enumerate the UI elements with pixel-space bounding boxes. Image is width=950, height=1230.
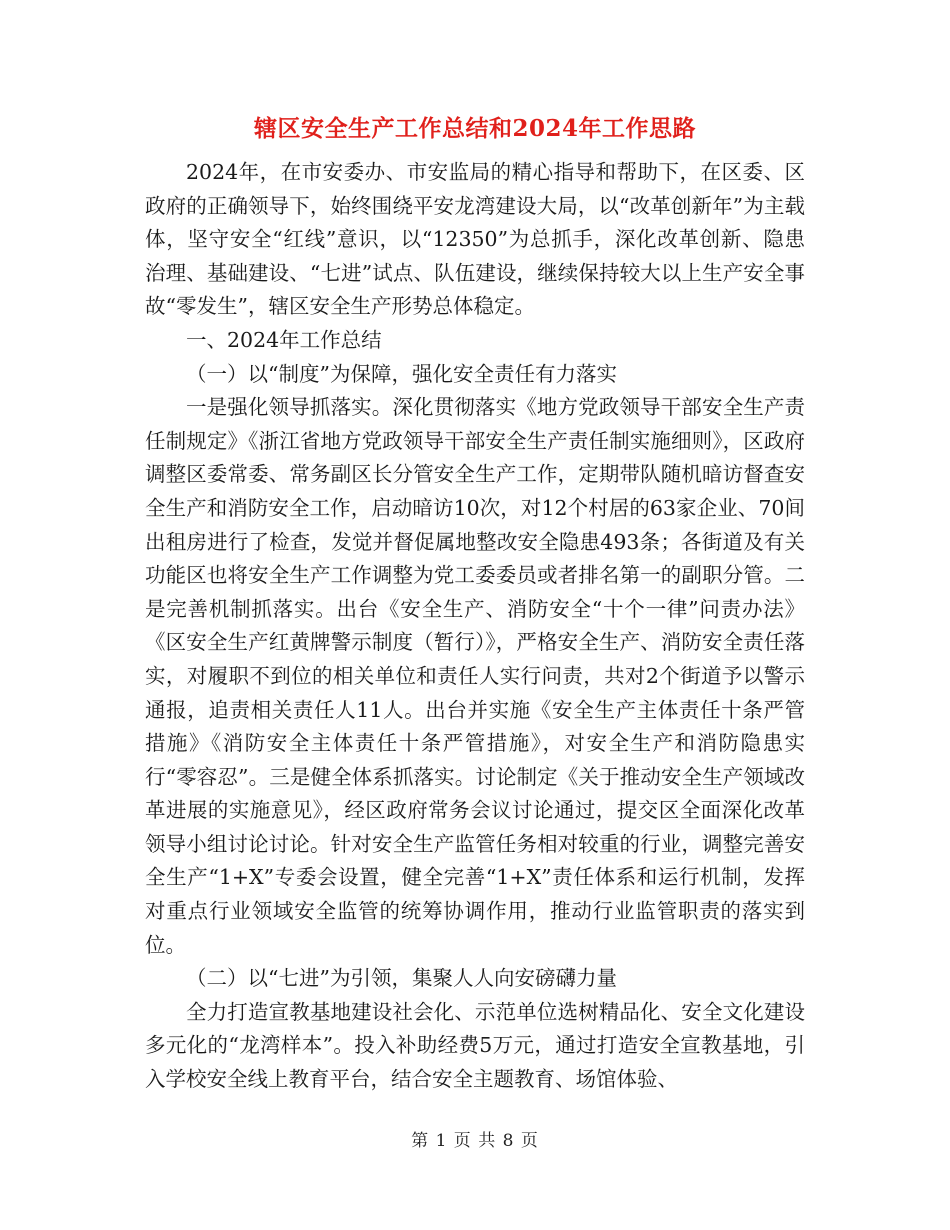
subsection-heading-2: （二）以“七进”为引领，集聚人人向安磅礴力量 xyxy=(186,966,617,991)
document-body xyxy=(145,156,805,1097)
body-paragraph-1: 一是强化领导抓落实。深化贯彻落实《地方党政领导干部安全生产责任制规定》《浙江省地方党政领导干部安全生产责任制实施细则》，区政府调整区委常委、常务副区长分管安全生产工作，定期带队随机暗访督查安全生产和消防安全工作，启动暗访10次，对12个村居的63家企业、70间出租房进行了检查，发觉并督促属地整改安全隐患493条；各街道及有关功能区也将安全生产工作调整为党工委委员或者排名第一的副职分管。二是完善机制抓落实。出台《安全生产、消防安全“十个一律”问责办法》《区安全生产红黄牌警示制度（暂行）》，严格安全生产、消防安全责任落实，对履职不到位的相关单位和责任人实行问责，共对2个街道予以警示通报，追责相关责任人11人。出台并实施《安全生产主体责任十条严管措施》《消防安全主体责任十条严管措施》，对安全生产和消防隐患实行“零容忍”。三是健全体系抓落实。讨论制定《关于推动安全生产领域改革进展的实施意见》，经区政府常务会议讨论通过，提交区全面深化改革领导小组讨论讨论。针对安全生产监管任务相对较重的行业，调整完善安全生产“1+X”专委会设置，健全完善“1+X”责任体系和运行机制，发挥对重点行业领域安全监管的统筹协调作用，推动行业监管职责的落实到位。 xyxy=(145,395,805,957)
document-title: 辖区安全生产工作总结和2024年工作思路 xyxy=(253,115,696,142)
body-paragraph-2: 全力打造宣教基地建设社会化、示范单位选树精品化、安全文化建设多元化的“龙湾样本”。投入补助经费5万元，通过打造安全宣教基地，引入学校安全线上教育平台，结合安全主题教育、场馆体验、 xyxy=(145,999,805,1092)
section-heading-1: 一、2024年工作总结 xyxy=(186,327,382,352)
page-footer: 第 1 页 共 8 页 xyxy=(411,1131,539,1151)
subsection-heading-1: （一）以“制度”为保障，强化安全责任有力落实 xyxy=(186,361,617,386)
intro-paragraph: 2024年，在市安委办、市安监局的精心指导和帮助下，在区委、区政府的正确领导下，始终围绕平安龙湾建设大局，以“改革创新年”为主载体，坚守安全“红线”意识，以“12350”为总抓手，深化改革创新、隐患治理、基础建设、“七进”试点、队伍建设，继续保持较大以上生产安全事故“零发生”，辖区安全生产形势总体稳定。 xyxy=(145,160,805,319)
